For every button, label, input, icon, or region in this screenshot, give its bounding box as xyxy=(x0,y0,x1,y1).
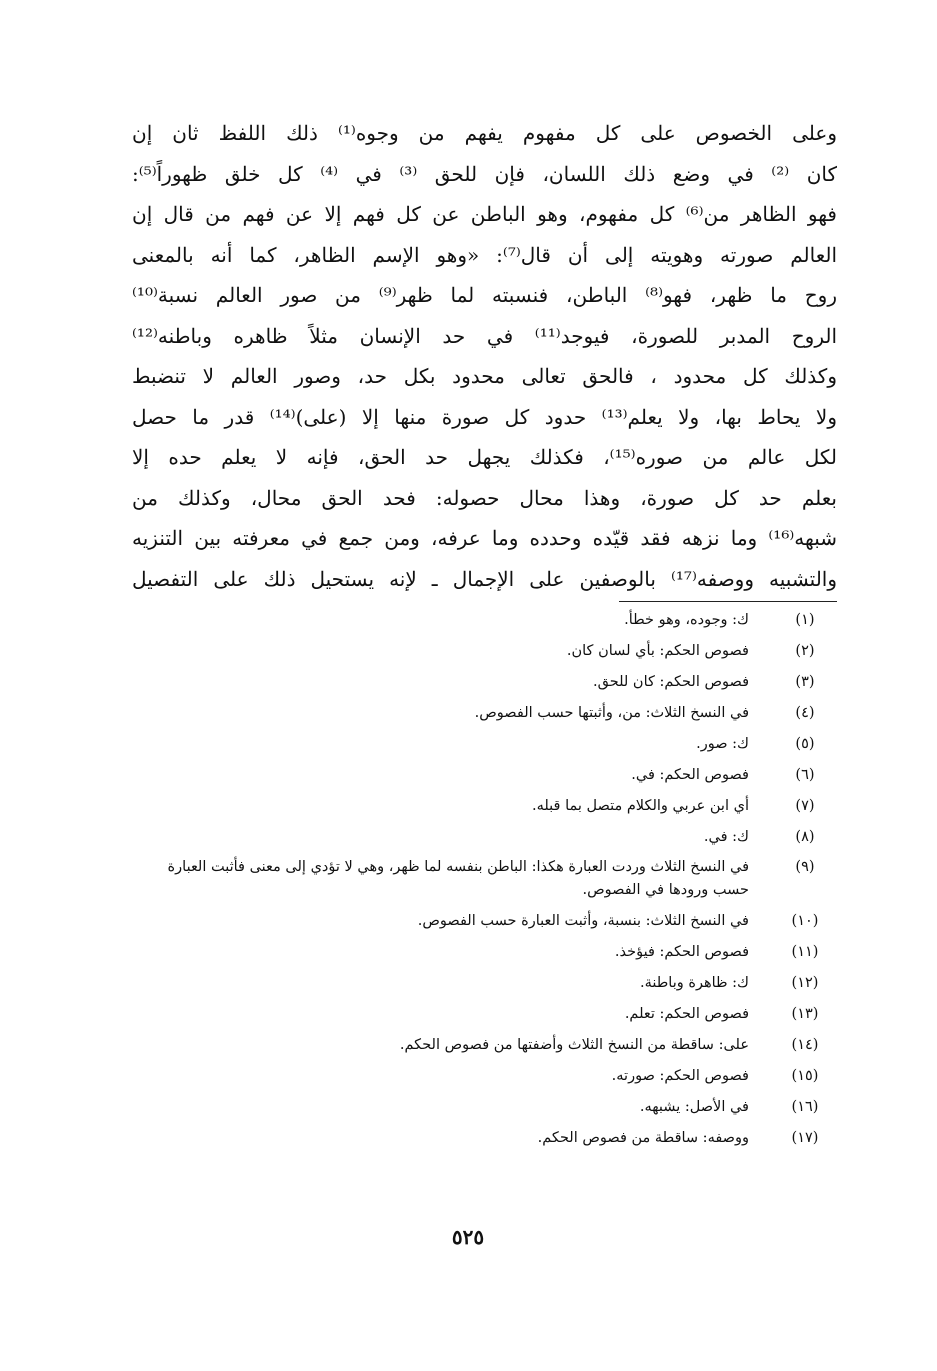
page-number: ٥٢٥ xyxy=(451,1225,485,1249)
footnote-text: فصوص الحكم: كان للحق. xyxy=(593,674,749,690)
footnote-text: ك: صور. xyxy=(696,736,749,752)
footnote-text: ك: ظاهرة وباطنة. xyxy=(639,975,749,991)
footnote-number: (٨) xyxy=(795,829,815,845)
footnote-text: في النسخ الثلاث: بنسبة، وأثبت العبارة حسب الفصوص. xyxy=(417,913,749,929)
footnote-number: (١٥) xyxy=(791,1068,819,1084)
footnote-text: في الأصل: يشبهه. xyxy=(639,1099,749,1115)
footnote-number: (١٣) xyxy=(791,1006,819,1022)
main-text-line: روح ما ظهر، فهو⁽⁸⁾ الباطن، فنسبته لما ظهر⁽⁹⁾ من صور العالم نسبة⁽¹⁰⁾ xyxy=(132,283,837,307)
footnote-number: (١٦) xyxy=(791,1099,819,1115)
main-text-line: الروح المدبر للصورة، فيوجد⁽¹¹⁾ في حد الإنسان مثلاً ظاهره وباطنه⁽¹²⁾ xyxy=(132,323,837,348)
main-text-line: شبهه⁽¹⁶⁾ وما نزهه فقد قيّده وحدده وما عرفه، ومن جمع في معرفته بين التنزيه xyxy=(132,526,837,550)
footnote-number: (٧) xyxy=(795,798,815,814)
footnote-text: فصوص الحكم: بأي لسان كان. xyxy=(566,643,749,659)
footnote-item xyxy=(132,906,837,937)
footnote-item xyxy=(132,729,837,760)
footnote-item xyxy=(132,605,837,636)
footnote-number: (٩) xyxy=(795,859,815,875)
main-text-block xyxy=(132,113,837,599)
footnote-number: (١٠) xyxy=(791,913,819,929)
footnote-text: ك: في. xyxy=(703,829,749,845)
footnote-text: في النسخ الثلاث وردت العبارة هكذا: الباطن بنفسه لما ظهر، وهي لا تؤدي إلى معنى فأثبت العبارة حسب ورودها في الفصوص. xyxy=(167,859,749,898)
main-text-line: والتشبيه ووصفه⁽¹⁷⁾ بالوصفين على الإجمال ـ لإنه يستحيل ذلك على التفصيل xyxy=(132,566,837,591)
footnote-item xyxy=(132,667,837,698)
footnote-number: (١) xyxy=(795,612,815,628)
footnote-item xyxy=(132,698,837,729)
main-text-line: العالم صورته وهويته إلى أن قال⁽⁷⁾: «وهو الإسم الظاهر، كما أنه بالمعنى xyxy=(132,242,837,267)
footnote-number: (١١) xyxy=(791,944,819,960)
main-text-line: لكل عالم من صوره⁽¹⁵⁾، فكذلك يجهل حد الحق، فإنه لا يعلم حده إلا xyxy=(132,445,837,469)
footnote-item xyxy=(132,999,837,1030)
main-text-line: كان ⁽²⁾ في وضع ذلك اللسان، فإن للحق ⁽³⁾ في ⁽⁴⁾ كل خلق ظهوراً⁽⁵⁾: xyxy=(132,161,837,186)
footnote-item xyxy=(132,1092,837,1123)
footnote-item xyxy=(132,636,837,667)
footnote-number: (١٤) xyxy=(791,1037,819,1053)
footnote-number: (٣) xyxy=(795,674,815,690)
footnote-text: فصوص الحكم: تعلم. xyxy=(624,1006,749,1022)
footnote-number: (٦) xyxy=(795,767,815,783)
footnote-number: (٤) xyxy=(795,705,815,721)
main-text-line: وعلى الخصوص على كل مفهوم يفهم من وجوه⁽¹⁾ ذلك اللفظ ثان إن xyxy=(132,121,837,145)
footnote-number: (٥) xyxy=(795,736,815,752)
footnote-item xyxy=(132,968,837,999)
footnote-item xyxy=(132,937,837,968)
footnote-number: (١٧) xyxy=(791,1130,819,1146)
footnotes-block xyxy=(132,605,837,1154)
footnote-text: فصوص الحكم: في. xyxy=(631,767,749,783)
footnote-text: أي ابن عربي والكلام متصل بما قبله. xyxy=(531,798,749,814)
footnote-text: في النسخ الثلاث: من، وأثبتها حسب الفصوص. xyxy=(474,705,749,721)
footnote-text: فصوص الحكم: فيؤخذ. xyxy=(614,944,749,960)
footnote-item xyxy=(132,822,837,853)
footnote-item xyxy=(132,791,837,822)
footnote-separator xyxy=(619,601,837,602)
footnote-item xyxy=(132,1030,837,1061)
main-text-line: بعلم حد كل صورة، وهذا محال حصوله: فحد الحق محال، وكذلك من xyxy=(132,485,837,510)
footnote-item xyxy=(132,1061,837,1092)
main-text-line: وكذلك كل محدود ، فالحق تعالى محدود بكل حد، وصور العالم لا تنضبط xyxy=(132,364,837,388)
footnote-text: ووصفه: ساقطة من فصوص الحكم. xyxy=(537,1130,749,1146)
footnote-text: فصوص الحكم: صورته. xyxy=(611,1068,749,1084)
footnote-item xyxy=(132,853,837,906)
footnote-item xyxy=(132,1123,837,1154)
main-text-line: فهو الظاهر من⁽⁶⁾ كل مفهوم، وهو الباطن عن كل فهم إلا عن فهم من قال إن xyxy=(132,202,837,226)
footnote-number: (١٢) xyxy=(791,975,819,991)
footnote-text: ك: وجوده، وهو خطأ. xyxy=(624,612,749,628)
footnote-text: على: ساقطة من النسخ الثلاث وأضفتها من فصوص الحكم. xyxy=(399,1037,749,1053)
footnote-number: (٢) xyxy=(795,643,815,659)
main-text-line: ولا يحاط بها، ولا يعلم⁽¹³⁾ حدود كل صورة منها إلا (على)⁽¹⁴⁾ قدر ما حصل xyxy=(132,404,837,429)
footnote-item xyxy=(132,760,837,791)
